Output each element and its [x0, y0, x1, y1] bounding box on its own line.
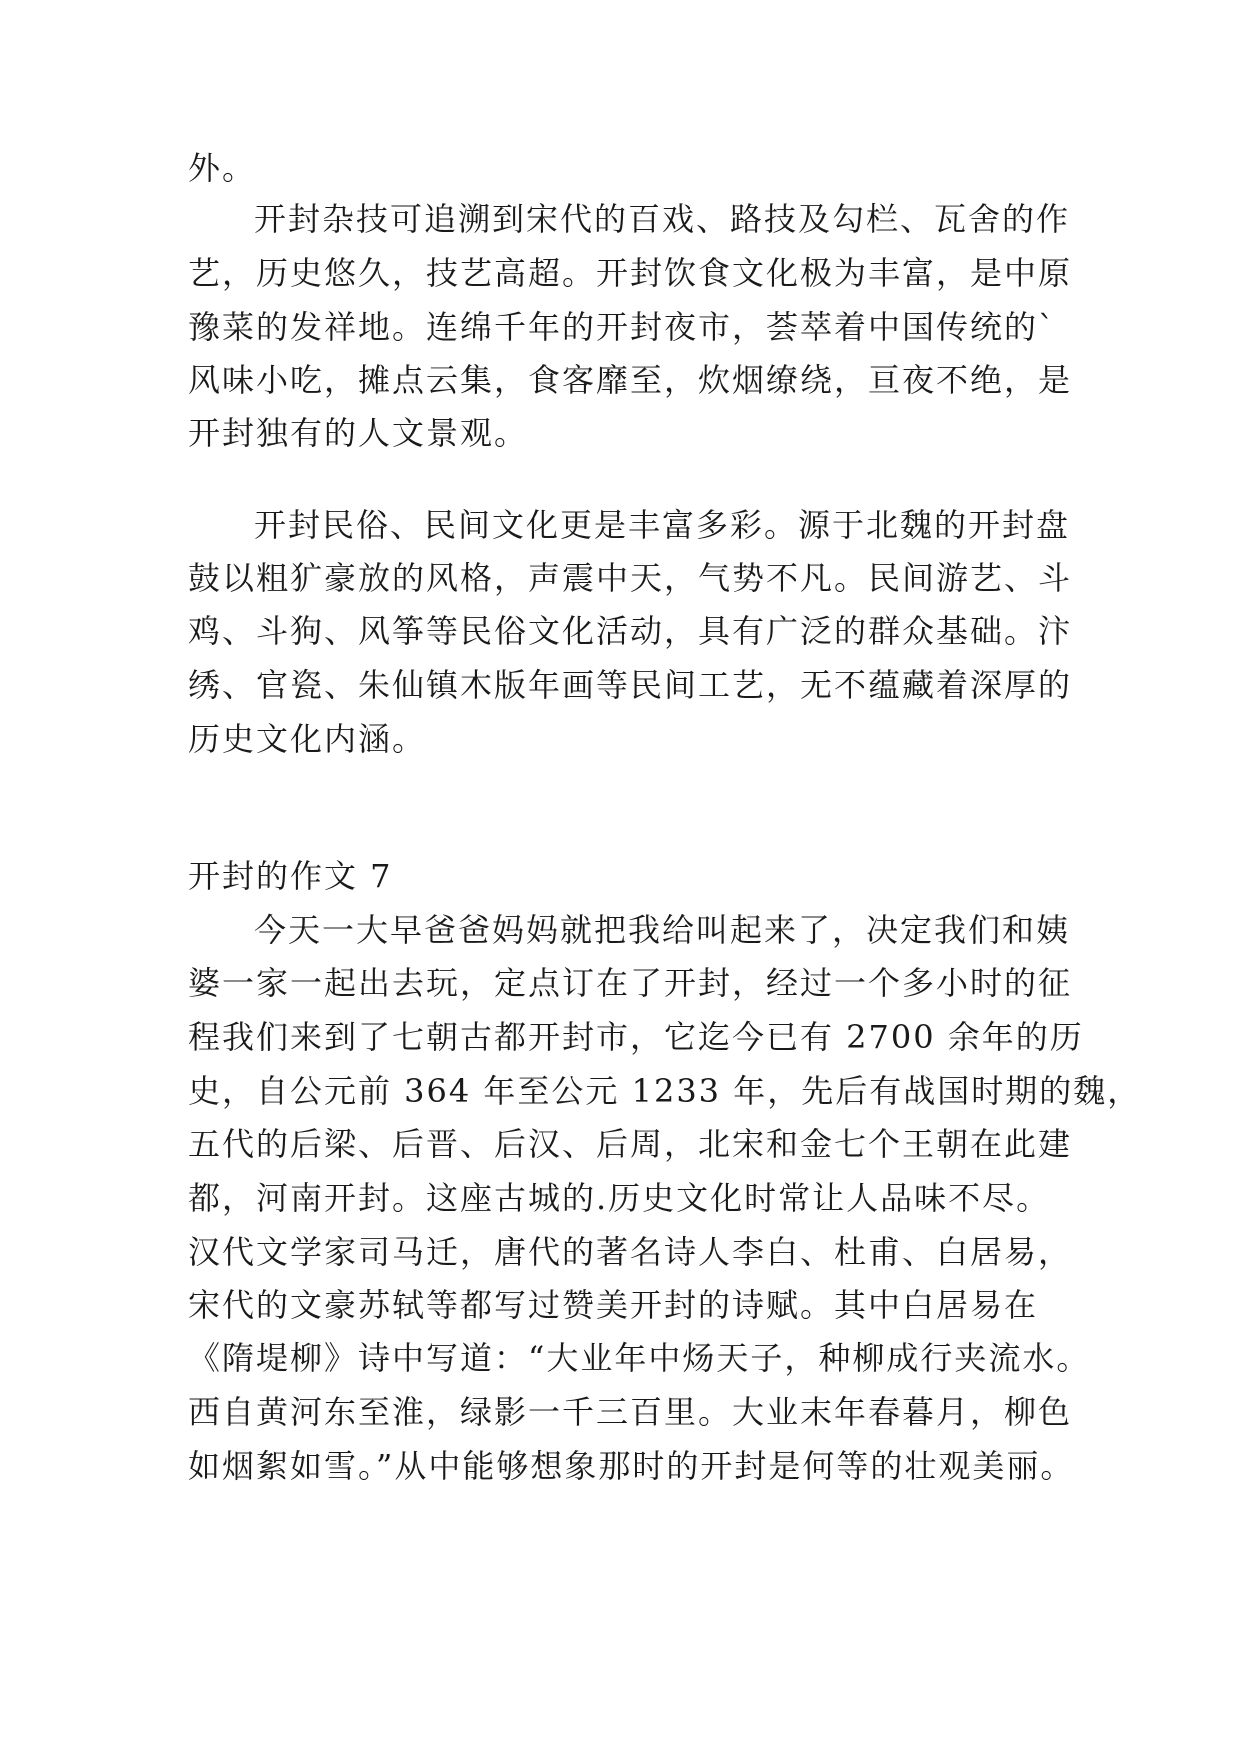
text-line: 《隋堤柳》诗中写道：“大业年中炀天子，种柳成行夹流水。 [188, 1339, 1091, 1377]
text-line: 艺，历史悠久，技艺高超。开封饮食文化极为丰富，是中原 [188, 254, 1073, 292]
paragraph-start-line: 今天一大早爸爸妈妈就把我给叫起来了，决定我们和姨 [254, 911, 1071, 949]
text-line: 外。 [188, 149, 257, 187]
text-line: 鸡、斗狗、风筝等民俗文化活动，具有广泛的群众基础。汴 [188, 612, 1073, 650]
text-line: 西自黄河东至淮，绿影一千三百里。大业末年春暮月，柳色 [188, 1393, 1073, 1431]
paragraph-start-line: 开封杂技可追溯到宋代的百戏、路技及勾栏、瓦舍的作 [254, 200, 1071, 238]
text-line: 绣、官瓷、朱仙镇木版年画等民间工艺，无不蕴藏着深厚的 [188, 666, 1073, 704]
text-line: 宋代的文豪苏轼等都写过赞美开封的诗赋。其中白居易在 [188, 1286, 1039, 1324]
text-line: 都，河南开封。这座古城的.历史文化时常让人品味不尽。 [188, 1179, 1051, 1217]
paragraph-start-line: 开封民俗、民间文化更是丰富多彩。源于北魏的开封盘 [254, 506, 1071, 544]
text-line: 史，自公元前 364 年至公元 1233 年，先后有战国时期的魏， [188, 1072, 1142, 1110]
section-title: 开封的作文 7 [188, 857, 393, 895]
text-line: 豫菜的发祥地。连绵千年的开封夜市，荟萃着中国传统的` [188, 308, 1057, 346]
text-line: 鼓以粗犷豪放的风格，声震中天，气势不凡。民间游艺、斗 [188, 559, 1073, 597]
text-line: 风味小吃，摊点云集，食客靡至，炊烟缭绕，亘夜不绝，是 [188, 361, 1073, 399]
text-line: 婆一家一起出去玩，定点订在了开封，经过一个多小时的征 [188, 964, 1073, 1002]
text-line: 开封独有的人文景观。 [188, 414, 529, 452]
text-line: 历史文化内涵。 [188, 720, 427, 758]
text-line: 汉代文学家司马迁，唐代的著名诗人李白、杜甫、白居易， [188, 1233, 1073, 1271]
text-line: 如烟絮如雪。”从中能够想象那时的开封是何等的壮观美丽。 [188, 1447, 1075, 1485]
text-line: 五代的后梁、后晋、后汉、后周，北宋和金七个王朝在此建 [188, 1125, 1073, 1163]
text-line: 程我们来到了七朝古都开封市，它迄今已有 2700 余年的历 [188, 1018, 1084, 1056]
